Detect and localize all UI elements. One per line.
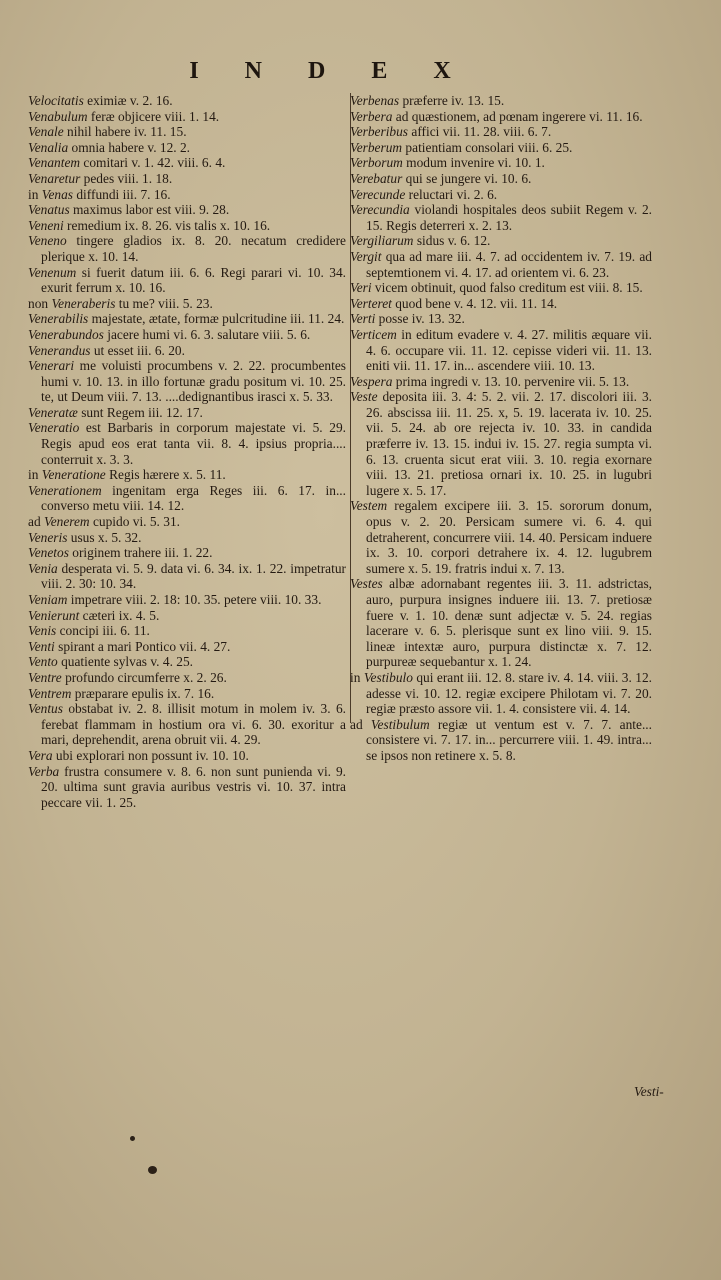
- entry-headword: Veneratæ: [28, 404, 78, 420]
- entry-headword: Veneris: [28, 529, 68, 545]
- entry-headword: Vestibulum: [370, 716, 430, 732]
- entry-headword: Vestes: [350, 576, 383, 592]
- entry-references: ut esset iii. 6. 20.: [90, 342, 185, 358]
- entry-references: si fuerit datum iii. 6. 6. Regi parari vi. 10. 34. exurit ferrum x. 10. 16.: [41, 264, 346, 296]
- entry-references: omnia habere v. 12. 2.: [68, 139, 191, 155]
- index-entry: [28, 265, 346, 296]
- entry-references: spirant a mari Pontico vii. 4. 27.: [54, 638, 231, 654]
- index-entry: [28, 420, 346, 467]
- entry-prefix: in: [28, 467, 42, 483]
- entry-references: est Barbaris in corporum majestate vi. 5. 29. Regis apud eos erat tanta vii. 8. 4. ipsius propria.... conterruit x. 3. 3.: [41, 420, 346, 467]
- entry-headword: Venerabundos: [28, 326, 104, 342]
- index-entry: [346, 171, 652, 187]
- entry-references: prima ingredi v. 13. 10. pervenire vii. 5. 13.: [392, 373, 630, 389]
- entry-references: ubi explorari non possunt iv. 10. 10.: [52, 747, 249, 763]
- index-entry: [28, 109, 346, 125]
- entry-headword: Veri: [350, 280, 372, 296]
- entry-headword: Venale: [28, 124, 64, 140]
- entry-prefix: ad: [28, 514, 44, 530]
- entry-headword: Vergiliarum: [350, 233, 414, 249]
- entry-headword: Vera: [28, 747, 53, 763]
- index-entry: [346, 187, 652, 203]
- index-entry: [28, 327, 346, 343]
- entry-headword: Venaretur: [28, 170, 81, 186]
- index-entry: [28, 311, 346, 327]
- entry-references: cupido vi. 5. 31.: [89, 514, 180, 530]
- index-entry: [346, 670, 652, 717]
- entry-headword: Venenum: [28, 264, 77, 280]
- entry-headword: Velocitatis: [28, 93, 84, 108]
- entry-references: Regis hærere x. 5. 11.: [105, 467, 226, 483]
- index-entry: [28, 701, 346, 748]
- entry-headword: Vergit: [350, 248, 382, 264]
- index-entry: [28, 483, 346, 514]
- index-entry: [28, 639, 346, 655]
- index-entry: [28, 405, 346, 421]
- index-entry: [28, 233, 346, 264]
- entry-prefix: non: [28, 295, 52, 311]
- index-entry: [28, 467, 346, 483]
- entry-references: violandi hospitales deos subiit Regem v. 2. 15. Regis deterreri x. 2. 13.: [366, 202, 652, 233]
- index-entry: [28, 155, 346, 171]
- entry-headword: Venis: [28, 623, 57, 639]
- index-entry: [28, 358, 346, 405]
- entry-headword: Venalia: [28, 139, 69, 155]
- ink-spot: [148, 1166, 157, 1174]
- entry-headword: Ventrem: [28, 685, 72, 701]
- index-entry: [346, 280, 652, 296]
- entry-references: originem trahere iii. 1. 22.: [68, 545, 213, 561]
- entry-headword: Venantem: [28, 155, 81, 171]
- entry-headword: Veneratione: [41, 467, 106, 483]
- entry-headword: Veneraberis: [51, 295, 116, 311]
- entry-references: deposita iii. 3. 4: 5. 2. vii. 2. 17. discolori iii. 3. 26. abscissa iii. 11. 25. x, 5. 19. lacerata iv. 10. 25. vii. 5. 24. ab ore rejecta iv. 10. 33. in candida præferre iv. 13. 15. indui iv. 15. 27. regia sumpta vi. 6. 13. cruenta sicut erat viii. 3. 10. regia exornare viii. 13. 21. pretiosa ornari ix. 10. 25. in lugubri lugere x. 5. 17.: [366, 389, 652, 498]
- entry-headword: Venia: [28, 560, 58, 576]
- index-entry: [28, 545, 346, 561]
- index-entry: [28, 530, 346, 546]
- entry-references: regiæ ut ventum est v. 7. 7. ante... consistere vi. 7. 17. in... percurrere viii. 1. 49. intra... se ipsos non retinere x. 5. 8.: [366, 716, 652, 763]
- entry-references: quod bene v. 4. 12. vii. 11. 14.: [391, 295, 558, 311]
- index-entry: [346, 576, 652, 670]
- index-entry: [346, 249, 652, 280]
- entry-headword: Verti: [350, 311, 376, 327]
- entry-references: reluctari vi. 2. 6.: [405, 186, 498, 202]
- entry-references: obstabat iv. 2. 8. illisit motum in molem iv. 3. 6. ferebat flammam in hostium ora vi. 6. 30. exoritur a mari, deprehendit, arena obruit vii. 4. 29.: [41, 701, 346, 748]
- index-entry: [346, 296, 652, 312]
- entry-headword: Verteret: [350, 295, 392, 311]
- entry-references: remedium ix. 8. 26. vis talis x. 10. 16.: [63, 217, 271, 233]
- entry-references: comitari v. 1. 42. viii. 6. 4.: [80, 155, 226, 171]
- entry-headword: Venti: [28, 638, 55, 654]
- entry-references: usus x. 5. 32.: [67, 529, 142, 545]
- index-entry: [346, 327, 652, 374]
- entry-references: eximiæ v. 2. 16.: [83, 93, 173, 108]
- entry-references: me voluisti procumbens v. 2. 22. procumbentes humi v. 10. 13. in illo fortunæ gradu positum vi. 10. 25. te, ut Deum viii. 7. 13. ....dedignantibus irasci x. 5. 33.: [41, 358, 346, 405]
- index-entry: [28, 748, 346, 764]
- index-entry: [28, 93, 346, 109]
- index-entry: [346, 389, 652, 498]
- entry-headword: Vestem: [350, 498, 388, 514]
- entry-references: concipi iii. 6. 11.: [56, 623, 150, 639]
- index-entry: [28, 561, 346, 592]
- entry-references: maximus labor est viii. 9. 28.: [69, 202, 230, 218]
- entry-headword: Venerandus: [28, 342, 91, 358]
- entry-references: frustra consumere v. 8. 6. non sunt punienda vi. 9. 20. ultima sunt gravia auribus vestris vi. 10. 37. intra peccare vii. 1. 25.: [41, 763, 346, 810]
- index-entry: [346, 155, 652, 171]
- index-entry: [28, 514, 346, 530]
- index-entry: [346, 93, 652, 109]
- entry-references: cæteri ix. 4. 5.: [79, 607, 160, 623]
- entry-references: vicem obtinuit, quod falso creditum est viii. 8. 15.: [371, 280, 643, 296]
- page-title: I N D E X: [189, 58, 471, 84]
- entry-headword: Venerationem: [28, 482, 102, 498]
- entry-headword: Verticem: [350, 326, 397, 342]
- index-entry: [346, 124, 652, 140]
- ink-spot: [130, 1136, 135, 1141]
- entry-headword: Venatus: [28, 202, 70, 218]
- entry-headword: Veste: [350, 389, 378, 405]
- index-entry: [28, 654, 346, 670]
- entry-headword: Venerabilis: [28, 311, 89, 327]
- entry-prefix: in: [28, 186, 42, 202]
- entry-headword: Venabulum: [28, 108, 88, 124]
- entry-references: desperata vi. 5. 9. data vi. 6. 34. ix. 1. 22. impetratur viii. 2. 30: 10. 34.: [41, 560, 346, 592]
- index-entry: [28, 124, 346, 140]
- entry-headword: Verborum: [350, 155, 403, 171]
- index-column-right: [346, 93, 652, 764]
- entry-headword: Veneratio: [28, 420, 80, 436]
- entry-references: in editum evadere v. 4. 27. militis æquare vii. 4. 6. occupare vii. 11. 12. cepisse videri vii. 11. 13. eniti vii. 11. 17. in... ascendere viii. 10. 13.: [366, 326, 652, 374]
- entry-references: majestate, ætate, formæ pulcritudine iii. 11. 24.: [88, 311, 345, 327]
- entry-headword: Verbera: [350, 108, 393, 124]
- entry-references: sunt Regem iii. 12. 17.: [77, 404, 203, 420]
- entry-references: præferre iv. 13. 15.: [399, 93, 505, 108]
- entry-headword: Verberum: [350, 139, 403, 155]
- entry-references: feræ objicere viii. 1. 14.: [87, 108, 220, 124]
- entry-references: qui erant iii. 12. 8. stare iv. 4. 14. viii. 3. 12. adesse vi. 10. 12. regiæ excipere Philotam vi. 7. 20. regiæ præsto assore vii. 1. 4. consistere vii. 4. 14.: [366, 669, 653, 717]
- entry-headword: Verecundia: [350, 202, 410, 218]
- entry-references: ad quæstionem, ad pœnam ingerere vi. 11. 16.: [392, 108, 643, 124]
- index-entry: [28, 343, 346, 359]
- entry-headword: Venierunt: [28, 607, 80, 623]
- index-entry: [28, 187, 346, 203]
- entry-references: jacere humi vi. 6. 3. salutare viii. 5. 6.: [103, 326, 311, 342]
- entry-headword: Veneno: [28, 233, 67, 249]
- index-entry: [28, 202, 346, 218]
- entry-references: impetrare viii. 2. 18: 10. 35. petere viii. 10. 33.: [67, 592, 322, 607]
- entry-references: diffundi iii. 7. 16.: [73, 186, 171, 202]
- entry-headword: Venas: [41, 186, 74, 202]
- entry-headword: Vento: [28, 654, 58, 670]
- index-entry: [28, 171, 346, 187]
- index-entry: [28, 608, 346, 624]
- index-entry: [346, 374, 652, 390]
- index-entry: [346, 202, 652, 233]
- entry-headword: Verba: [28, 763, 60, 779]
- index-entry: [28, 623, 346, 639]
- index-entry: [346, 717, 652, 764]
- entry-references: profundo circumferre x. 2. 26.: [61, 669, 227, 685]
- entry-references: præparare epulis ix. 7. 16.: [71, 685, 215, 701]
- index-entry: [346, 109, 652, 125]
- index-entry: [346, 498, 652, 576]
- entry-references: modum invenire vi. 10. 1.: [402, 155, 545, 171]
- entry-references: ingenitam erga Reges iii. 6. 17. in... converso metu viii. 14. 12.: [41, 482, 346, 514]
- index-entry: [28, 670, 346, 686]
- entry-references: qui se jungere vi. 10. 6.: [402, 170, 532, 186]
- index-entry: [346, 311, 652, 327]
- entry-headword: Verecunde: [350, 186, 406, 202]
- entry-references: sidus v. 6. 12.: [413, 233, 491, 249]
- entry-references: posse iv. 13. 32.: [375, 311, 465, 327]
- entry-prefix: ad: [350, 716, 371, 732]
- entry-headword: Venerem: [44, 514, 90, 530]
- entry-headword: Ventus: [28, 701, 63, 717]
- index-entry: [28, 296, 346, 312]
- entry-headword: Verbenas: [350, 93, 400, 108]
- catchword: Vesti-: [634, 1084, 664, 1099]
- entry-references: affici vii. 11. 28. viii. 6. 7.: [408, 124, 552, 140]
- index-entry: [28, 686, 346, 702]
- entry-headword: Veneni: [28, 217, 64, 233]
- index-entry: [28, 140, 346, 156]
- entry-headword: Venerari: [28, 358, 75, 374]
- entry-headword: Verebatur: [350, 170, 403, 186]
- entry-prefix: in: [350, 669, 364, 685]
- index-entry: [28, 764, 346, 811]
- entry-references: albæ adornabant regentes iii. 3. 11. adstrictas, auro, purpura insignes induere iii. 13. 7. pretiosæ fuere v. 1. 10. denæ sunt adjectæ v. 5. 24. regias lacerare v. 6. 5. plerisque sunt ex lino viii. 9. 15. lineæ intextæ auro, purpura distinctæ x. 7. 12. purpureæ sequebantur x. 1. 24.: [366, 576, 652, 670]
- entry-headword: Verberibus: [350, 124, 409, 140]
- entry-headword: Vespera: [350, 373, 393, 389]
- index-entry: [346, 233, 652, 249]
- entry-references: tu me? viii. 5. 23.: [115, 295, 213, 311]
- entry-references: pedes viii. 1. 18.: [80, 170, 173, 186]
- entry-references: patientiam consolari viii. 6. 25.: [402, 139, 573, 155]
- entry-references: tingere gladios ix. 8. 20. necatum credidere plerique x. 10. 14.: [41, 233, 346, 264]
- entry-headword: Veniam: [28, 592, 68, 607]
- index-entry: [346, 140, 652, 156]
- index-column-left: [28, 93, 346, 810]
- index-entry: [28, 218, 346, 234]
- entry-headword: Venetos: [28, 545, 69, 561]
- entry-headword: Vestibulo: [363, 669, 413, 685]
- entry-references: qua ad mare iii. 4. 7. ad occidentem iv. 7. 19. ad septemtionem vi. 4. 17. ad orientem vi. 6. 23.: [366, 248, 652, 280]
- index-entry: [28, 592, 346, 608]
- entry-references: nihil habere iv. 11. 15.: [63, 124, 187, 140]
- entry-references: regalem excipere iii. 3. 15. sororum donum, opus v. 2. 20. Persicam sumere vi. 6. 4. qui detraherent, concurrere viii. 14. 40. Persicam induere ix. 3. 10. corpori detrahere ix. 4. 12. lugubrem sumere x. 5. 19. fratris indui x. 7. 13.: [366, 498, 652, 576]
- entry-headword: Ventre: [28, 669, 62, 685]
- entry-references: quatiente sylvas v. 4. 25.: [57, 654, 193, 670]
